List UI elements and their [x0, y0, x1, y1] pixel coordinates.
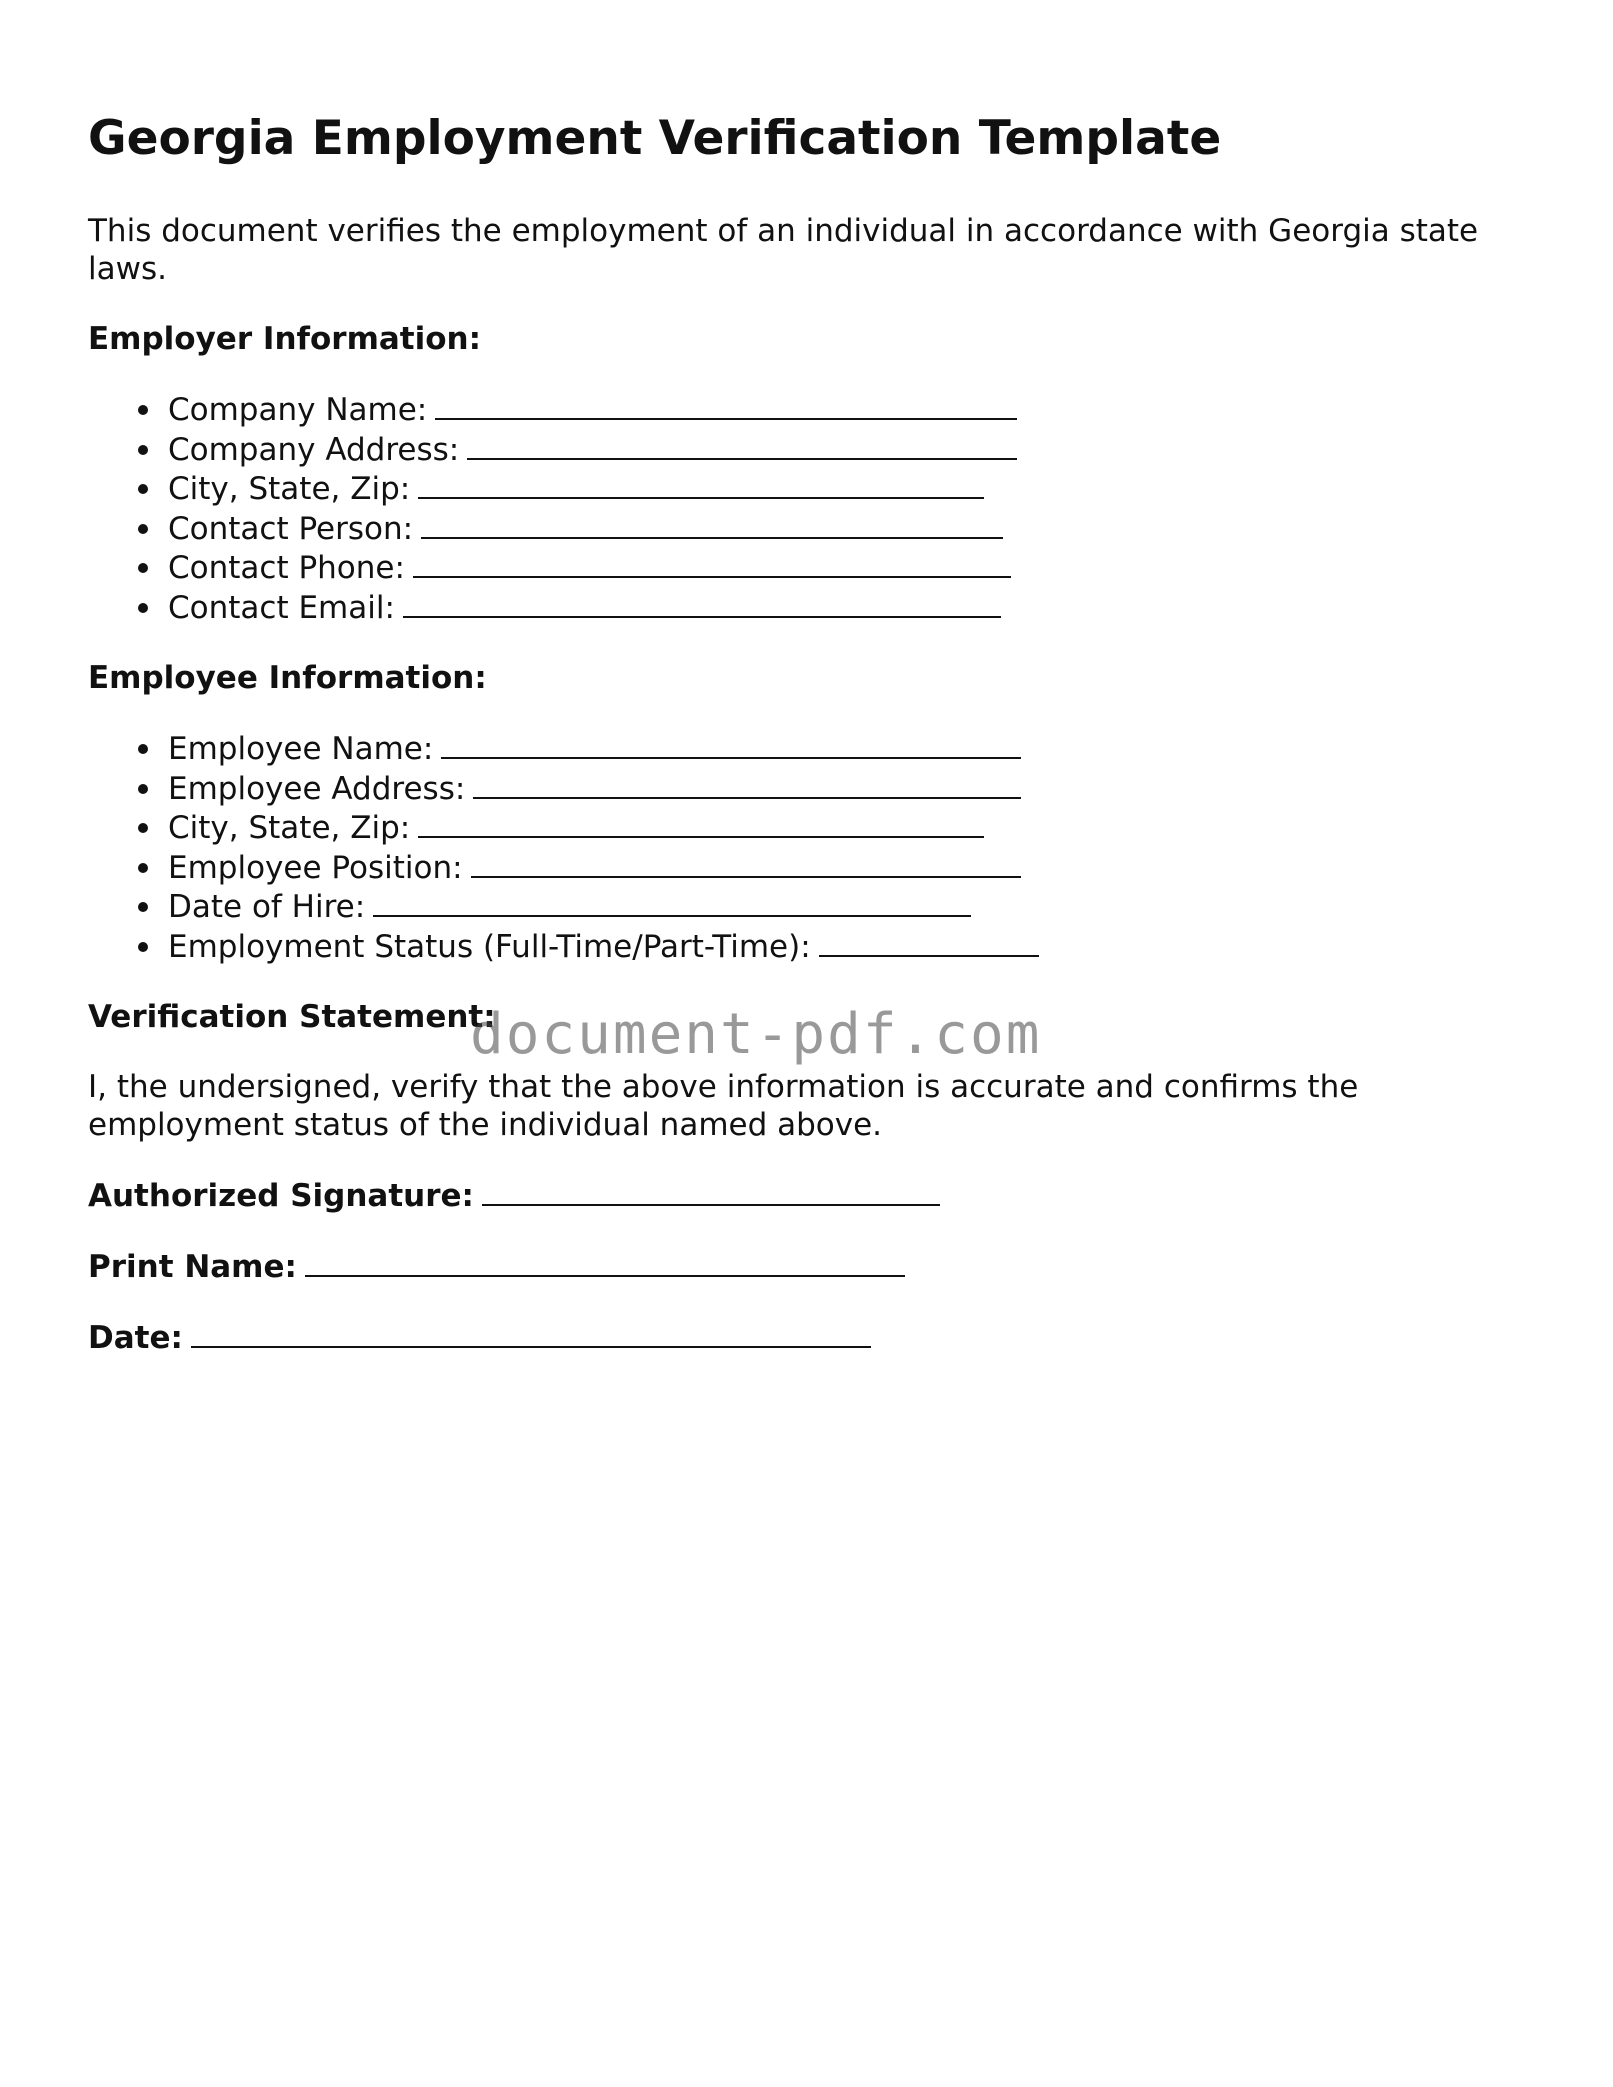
date-label: Date:	[88, 1320, 183, 1356]
field-label: Employee Address:	[168, 770, 466, 807]
date-blank[interactable]	[191, 1318, 871, 1348]
verification-statement: I, the undersigned, verify that the above information is accurate and confirms the employment status of the individual named above.	[88, 1069, 1359, 1143]
employee-city-state-zip-field	[168, 808, 1528, 848]
employee-position-blank[interactable]	[471, 848, 1021, 878]
company-name-field	[168, 390, 1528, 430]
contact-person-field	[168, 509, 1528, 549]
verification-section-heading: Verification Statement:	[88, 999, 496, 1035]
document-title: Georgia Employment Verification Template	[88, 111, 1222, 166]
employer-field-list	[88, 390, 1528, 627]
contact-phone-field	[168, 548, 1528, 588]
employee-name-blank[interactable]	[441, 729, 1021, 759]
employee-field-list	[88, 729, 1528, 966]
field-label: Employee Position:	[168, 849, 463, 886]
watermark-text: document-pdf.com	[470, 1002, 1042, 1067]
print-name-row	[88, 1247, 1528, 1286]
print-name-label: Print Name:	[88, 1249, 297, 1285]
field-label: Date of Hire:	[168, 889, 366, 925]
employee-position-field	[168, 848, 1528, 888]
employer-city-state-zip-blank[interactable]	[418, 469, 984, 499]
date-row	[88, 1318, 1528, 1357]
field-label: Contact Person:	[168, 510, 414, 547]
field-label: Employee Name:	[168, 731, 434, 767]
company-address-blank[interactable]	[467, 430, 1017, 460]
field-label: Contact Phone:	[168, 550, 405, 586]
date-of-hire-field	[168, 887, 1528, 927]
print-name-blank[interactable]	[305, 1247, 905, 1277]
intro-paragraph: This document verifies the employment of an individual in accordance with Georgia state laws.	[88, 213, 1479, 287]
employee-section-heading: Employee Information:	[88, 660, 487, 696]
field-label: City, State, Zip:	[168, 471, 411, 507]
field-label: Company Name:	[168, 392, 428, 428]
employer-city-state-zip-field	[168, 469, 1528, 509]
employee-name-field	[168, 729, 1528, 769]
date-of-hire-blank[interactable]	[373, 887, 971, 917]
company-name-blank[interactable]	[435, 390, 1017, 420]
employee-address-field	[168, 769, 1528, 809]
employment-status-blank[interactable]	[819, 927, 1039, 957]
contact-email-field	[168, 588, 1528, 628]
authorized-signature-row	[88, 1176, 1528, 1215]
company-address-field	[168, 430, 1528, 470]
contact-phone-blank[interactable]	[413, 548, 1011, 578]
document-body	[88, 108, 1528, 1389]
field-label: Employment Status (Full-Time/Part-Time):	[168, 928, 811, 965]
contact-email-blank[interactable]	[403, 588, 1001, 618]
field-label: City, State, Zip:	[168, 810, 411, 846]
employment-status-field	[168, 927, 1528, 967]
employee-city-state-zip-blank[interactable]	[418, 808, 984, 838]
employer-section-heading: Employer Information:	[88, 321, 482, 357]
employee-address-blank[interactable]	[473, 769, 1021, 799]
field-label: Contact Email:	[168, 589, 395, 626]
authorized-signature-label: Authorized Signature:	[88, 1178, 474, 1214]
field-label: Company Address:	[168, 431, 460, 468]
authorized-signature-blank[interactable]	[482, 1176, 940, 1206]
contact-person-blank[interactable]	[421, 509, 1003, 539]
